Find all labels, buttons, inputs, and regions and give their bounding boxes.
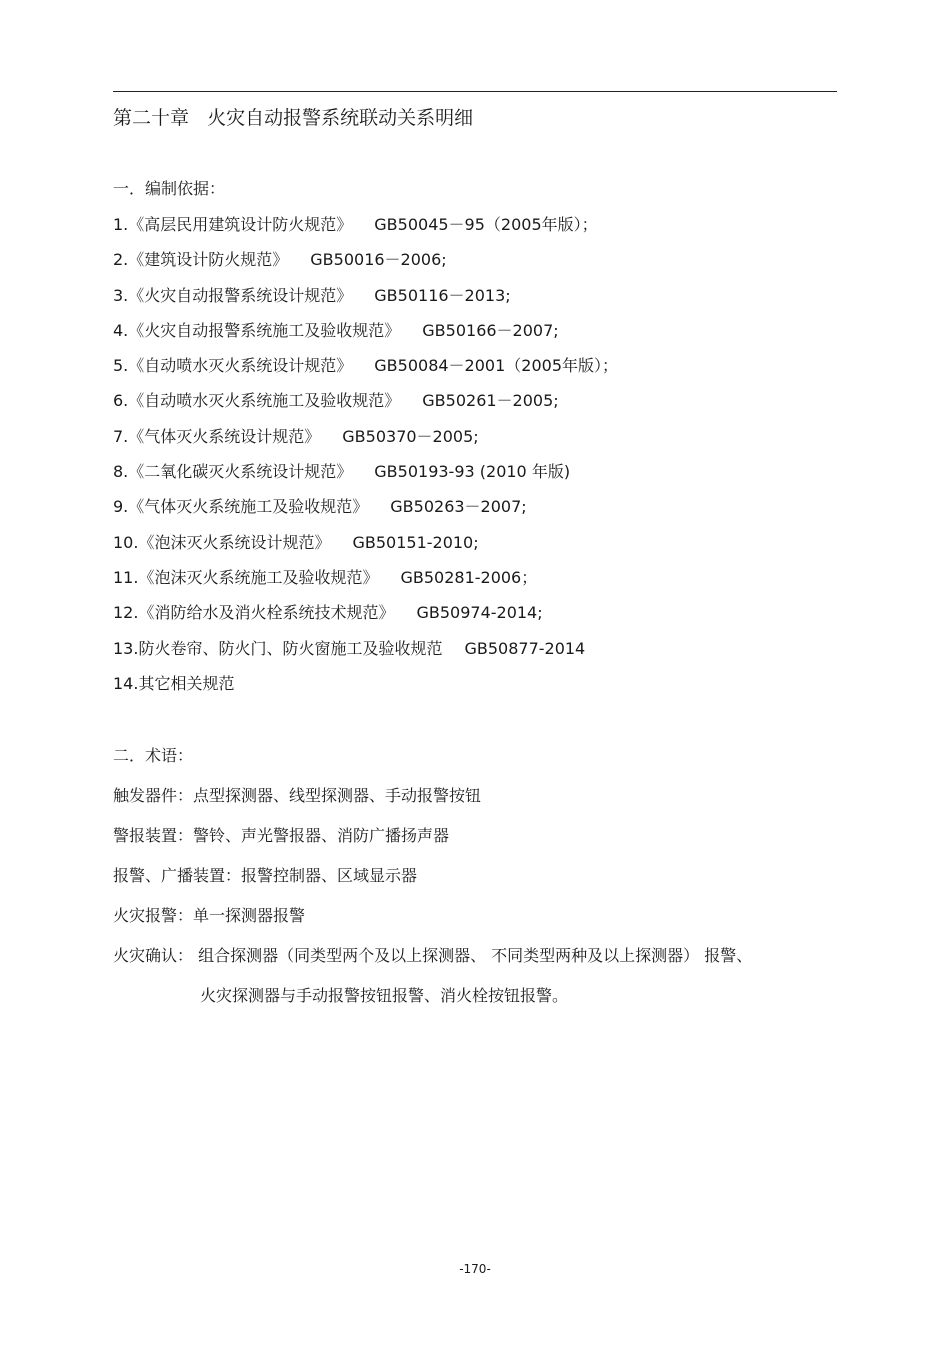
standard-code: GB50116－2013;: [374, 285, 511, 305]
list-item: [113, 461, 618, 496]
list-item-number: 12.: [113, 603, 139, 623]
standard-name: 其它相关规范: [138, 673, 235, 693]
list-item: [113, 214, 618, 249]
list-item: [113, 567, 618, 602]
list-item-number: 13.: [113, 638, 139, 658]
list-item: [113, 638, 618, 673]
list-item-number: 11.: [113, 567, 139, 587]
standard-name: 《高层民用建筑设计防火规范》: [128, 215, 353, 234]
list-item: [113, 355, 618, 390]
list-item: [113, 390, 618, 425]
standard-code: GB50016－2006;: [310, 250, 447, 270]
standard-code: GB50084－2001（2005年版）；: [374, 356, 618, 376]
standard-name: 《二氧化碳灭火系统设计规范》: [128, 462, 353, 482]
list-item-number: 2.: [113, 250, 129, 270]
term-line-continued: 火灾探测器与手动报警按钮报警、消火栓按钮报警。: [200, 986, 569, 1005]
standard-name: 《火灾自动报警系统施工及验收规范》: [128, 320, 401, 340]
term-definition: [113, 785, 843, 825]
term-line: 警报装置：警铃、声光警报器、消防广播扬声器: [113, 826, 450, 845]
standard-code: GB50193-93 (2010 年版): [374, 462, 571, 482]
list-item-number: 14.: [113, 673, 139, 693]
standard-code: GB50370－2005;: [342, 426, 479, 446]
list-item-number: 9.: [113, 497, 129, 517]
standard-name: 《泡沫灭火系统设计规范》: [138, 532, 331, 552]
standard-code: GB50974-2014;: [416, 603, 543, 623]
list-item: [113, 249, 618, 284]
list-item: [113, 673, 618, 708]
list-item: [113, 532, 618, 567]
standard-code: GB50151-2010;: [352, 532, 479, 552]
standard-name: 《自动喷水灭火系统设计规范》: [128, 356, 353, 376]
standard-code: GB50045－95（2005年版）；: [374, 215, 598, 234]
list-item: [113, 426, 618, 461]
term-definition: [113, 945, 843, 1007]
standard-name: 《消防给水及消火栓系统技术规范》: [138, 603, 395, 623]
standard-code: GB50166－2007;: [422, 320, 559, 340]
standard-name: 《火灾自动报警系统设计规范》: [128, 285, 353, 305]
header-rule: [113, 91, 837, 92]
list-item-number: 5.: [113, 356, 129, 376]
basis-heading: 一．编制依据：: [113, 179, 226, 198]
list-item-number: 7.: [113, 426, 129, 446]
list-item: [113, 496, 618, 531]
standard-code: GB50877-2014: [464, 638, 586, 658]
list-item-number: 3.: [113, 285, 129, 305]
list-item-number: 10.: [113, 532, 139, 552]
term-line: 火灾报警：单一探测器报警: [113, 906, 306, 925]
term-line: 火灾确认： 组合探测器（同类型两个及以上探测器、 不同类型两种及以上探测器） 报警、: [113, 946, 753, 965]
list-item-number: 1.: [113, 215, 129, 234]
standard-name: 《气体灭火系统设计规范》: [128, 426, 321, 446]
list-item: [113, 320, 618, 355]
standard-code: GB50281-2006；: [400, 567, 538, 587]
standard-code: GB50263－2007;: [390, 497, 527, 517]
standard-name: 《气体灭火系统施工及验收规范》: [128, 497, 369, 517]
standard-name: 防火卷帘、防火门、防火窗施工及验收规范: [138, 638, 443, 658]
term-definition: [113, 905, 843, 945]
standard-code: GB50261－2005;: [422, 391, 559, 411]
list-item: [113, 285, 618, 320]
page-number: -170-: [459, 1262, 491, 1276]
standard-name: 《建筑设计防火规范》: [128, 250, 289, 270]
term-definition: [113, 865, 843, 905]
term-definition: [113, 825, 843, 865]
term-line: 报警、广播装置：报警控制器、区域显示器: [113, 866, 418, 885]
list-item-number: 4.: [113, 320, 129, 340]
terms-heading: 二．术语：: [113, 746, 194, 765]
list-item: [113, 602, 618, 637]
list-item-number: 6.: [113, 391, 129, 411]
standard-name: 《泡沫灭火系统施工及验收规范》: [138, 567, 379, 587]
standard-name: 《自动喷水灭火系统施工及验收规范》: [128, 391, 401, 411]
list-item-number: 8.: [113, 462, 129, 482]
chapter-title: 第二十章 火灾自动报警系统联动关系明细: [113, 107, 474, 129]
terms-list: [113, 785, 843, 1007]
basis-list: [113, 214, 618, 708]
term-line: 触发器件：点型探测器、线型探测器、手动报警按钮: [113, 786, 482, 805]
